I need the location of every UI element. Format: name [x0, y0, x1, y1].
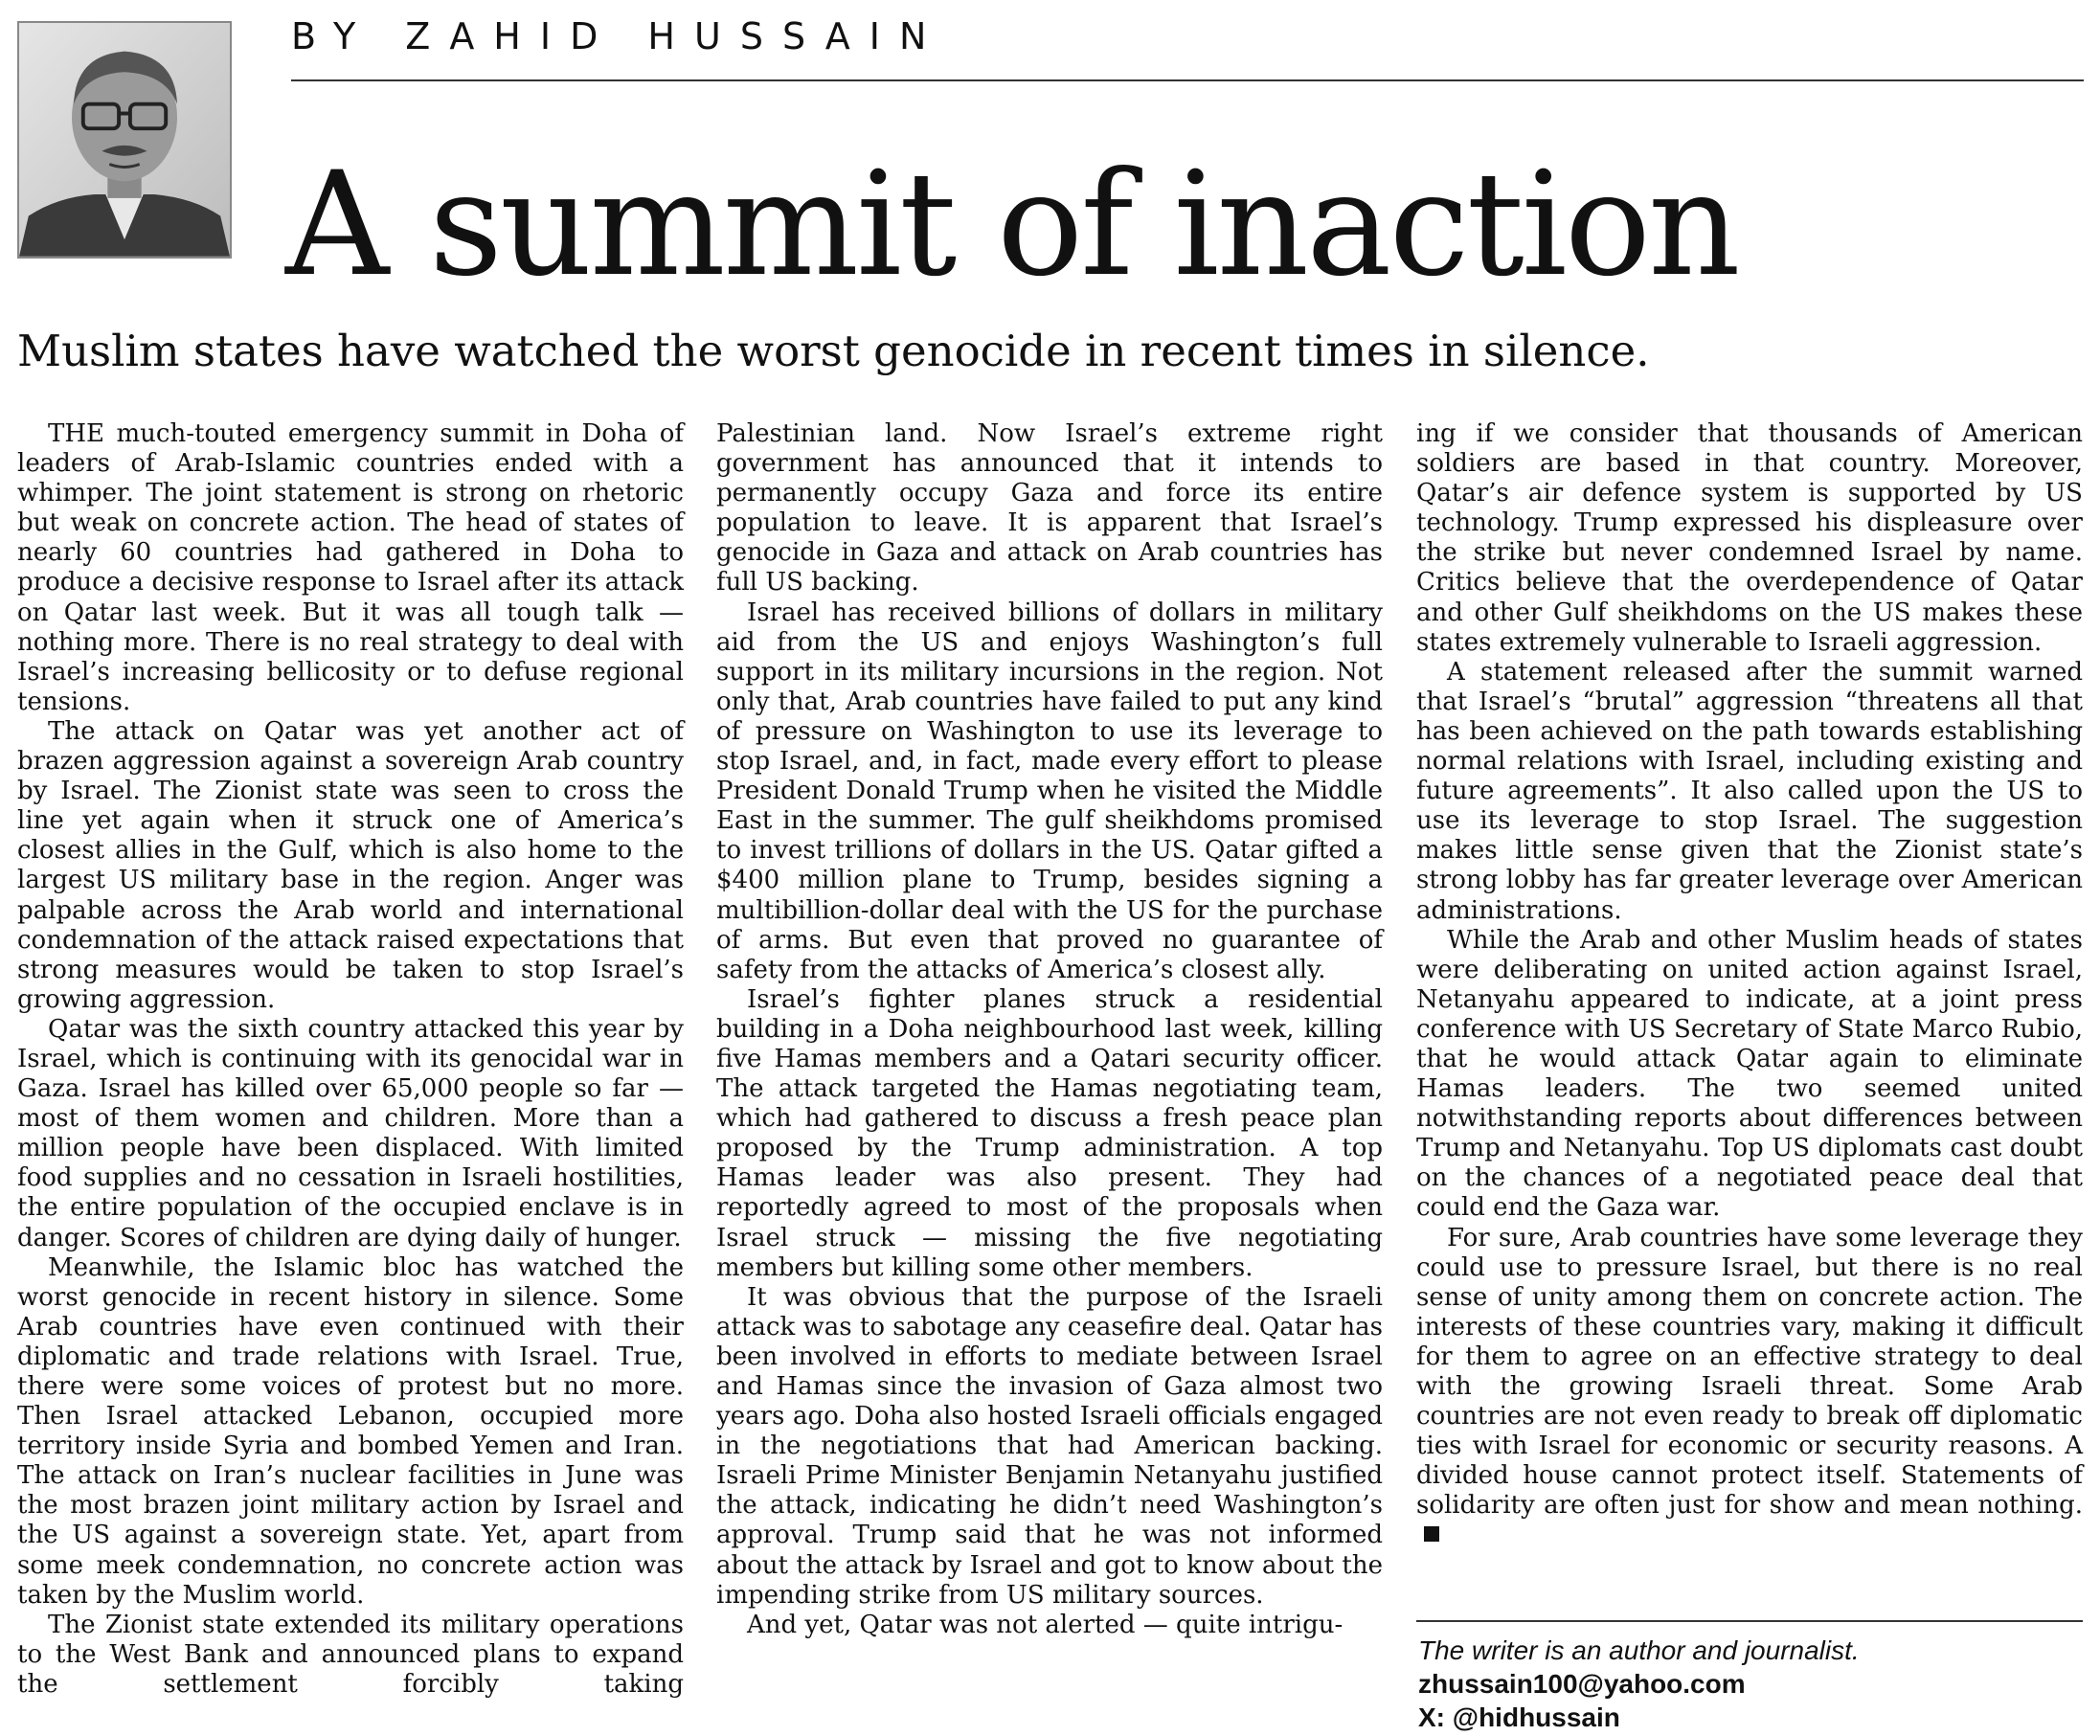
paragraph: Israel has received billions of dollars in military aid from the US and enjoys Washington’s full support in its military incursions in the region. Not only that, Arab countries have failed to put any kind of pressure on Washington to use its leverage to stop Israel, and, in fact, made every effort to please President Donald Trump when he visited the Middle East in the summer. The gulf sheikhdoms promised to invest trillions of dollars in the US. Qatar gifted a $400 million plane to Trump, besides signing a multibillion-dollar deal with the US for the purchase of arms. But even that proved no guarantee of safety from the attacks of America’s closest ally. [716, 597, 1383, 984]
paragraph-text: For sure, Arab countries have some leverage they could use to pressure Israel, but there is no real sense of unity among them on concrete action. The interests of these countries vary, making it difficult for them to agree on an effective strategy to deal with the growing Israeli threat. Some Arab countries are not even ready to break off diplomatic ties with Israel for economic or security reasons. A divided house cannot protect itself. Statements of solidarity are often just for show and mean nothing. [1416, 1223, 2083, 1521]
paragraph: While the Arab and other Muslim heads of states were deliberating on united action against Israel, Netanyahu appeared to indicate, at a joint press conference with US Secretary of State Marco Rubio, that he would attack Qatar again to eliminate Hamas leaders. The two seemed united notwithstanding reports about differences between Trump and Netanyahu. Top US diplomats cast doubt on the chances of a negotiated peace deal that could end the Gaza war. [1416, 925, 2083, 1223]
paragraph: The attack on Qatar was yet another act of brazen aggression against a sovereign Arab country by Israel. The Zionist state was seen to cross the line yet again when it struck one of America’s closest allies in the Gulf, which is also home to the largest US military base in the region. Anger was palpable across the Arab world and international condemnation of the attack raised expectations that strong measures would be taken to stop Israel’s growing aggression. [17, 716, 684, 1014]
article-column-3 [1416, 419, 2083, 1551]
byline: BY ZAHID HUSSAIN [291, 15, 946, 57]
paragraph: And yet, Qatar was not alerted — quite intrigu- [747, 1610, 1344, 1639]
paragraph: A statement released after the summit warned that Israel’s “brutal” aggression “threatens all that has been achieved on the path towards establishing normal relations with Israel, including existing and future agreements”. It also called upon the US to use its leverage to stop Israel. The suggestion makes little sense given that the Zionist state’s strong lobby has far greater leverage over American administrations. [1416, 657, 2083, 925]
author-footer [1418, 1634, 1860, 1734]
paragraph: It was obvious that the purpose of the Israeli attack was to sabotage any ceasefire deal. Qatar has been involved in efforts to mediate between Israel and Hamas since the invasion of Gaza almost two years ago. Doha also hosted Israeli officials engaged in the negotiations that had American backing. Israeli Prime Minister Benjamin Netanyahu justified the attack, indicating he didn’t need Washington’s approval. Trump said that he was not informed about the attack by Israel and got to know about the impending strike from US military sources. [716, 1282, 1383, 1610]
paragraph: The Zionist state extended its military operations to the West Bank and announced plans to expand the settlement forcibly taking [17, 1610, 684, 1699]
author-email[interactable]: zhussain100@yahoo.com [1418, 1669, 1746, 1699]
byline-divider [291, 79, 2084, 81]
paragraph: Israel’s fighter planes struck a residential building in a Doha neighbourhood last week, killing five Hamas members and a Qatari security officer. The attack targeted the Hamas negotiating team, which had gathered to discuss a fresh peace plan proposed by the Trump administration. A top Hamas leader was also present. They had reportedly agreed to most of the proposals when Israel struck — missing the five negotiating members but killing some other members. [716, 984, 1383, 1282]
author-social-handle[interactable]: X: @hidhussain [1418, 1702, 1620, 1732]
author-bio: The writer is an author and journalist. [1418, 1635, 1860, 1665]
author-portrait-icon [19, 23, 230, 257]
paragraph: THE much-touted emergency summit in Doha of leaders of Arab-Islamic countries ended with a whimper. The joint statement is strong on rhetoric but weak on concrete action. The head of states of nearly 60 countries had gathered in Doha to produce a decisive response to Israel after its attack on Qatar last week. But it was all tough talk — nothing more. There is no real strategy to deal with Israel’s increasing bellicosity or to defuse regional tensions. [17, 419, 684, 716]
paragraph: Meanwhile, the Islamic bloc has watched the worst genocide in recent history in silence. Some Arab countries have even continued with their diplomatic and trade relations with Israel. True, there were some voices of protest but no more. Then Israel attacked Lebanon, occupied more territory inside Syria and bombed Yemen and Iran. The attack on Iran’s nuclear facilities in June was the most brazen joint military action by Israel and the US against a sovereign state. Yet, apart from some meek condemnation, no concrete action was taken by the Muslim world. [17, 1252, 684, 1610]
paragraph: Palestinian land. Now Israel’s extreme right government has announced that it intends to permanently occupy Gaza and force its entire population to leave. It is apparent that Israel’s genocide in Gaza and attack on Arab countries has full US backing. [716, 419, 1383, 597]
footer-divider [1416, 1620, 2083, 1622]
paragraph: Qatar was the sixth country attacked this year by Israel, which is continuing with its genocidal war in Gaza. Israel has killed over 65,000 people so far — most of them women and children. More than a million people have been displaced. With limited food supplies and no cessation in Israeli hostilities, the entire population of the occupied enclave is in danger. Scores of children are dying daily of hunger. [17, 1014, 684, 1252]
standfirst: Muslim states have watched the worst genocide in recent times in silence. [17, 326, 1650, 376]
article-column-2 [716, 419, 1383, 1640]
end-mark-icon [1424, 1526, 1439, 1542]
paragraph-last [1416, 1224, 2083, 1551]
article-column-1 [17, 419, 684, 1700]
author-photo [17, 21, 232, 259]
paragraph: ing if we consider that thousands of American soldiers are based in that country. Moreover, Qatar’s air defence system is supported by US technology. Trump expressed his displeasure over the strike but never condemned Israel by name. Critics believe that the overdependence of Qatar and other Gulf sheikhdoms on the US makes these states extremely vulnerable to Israeli aggression. [1416, 419, 2083, 657]
headline: A summit of inaction [285, 142, 1738, 308]
